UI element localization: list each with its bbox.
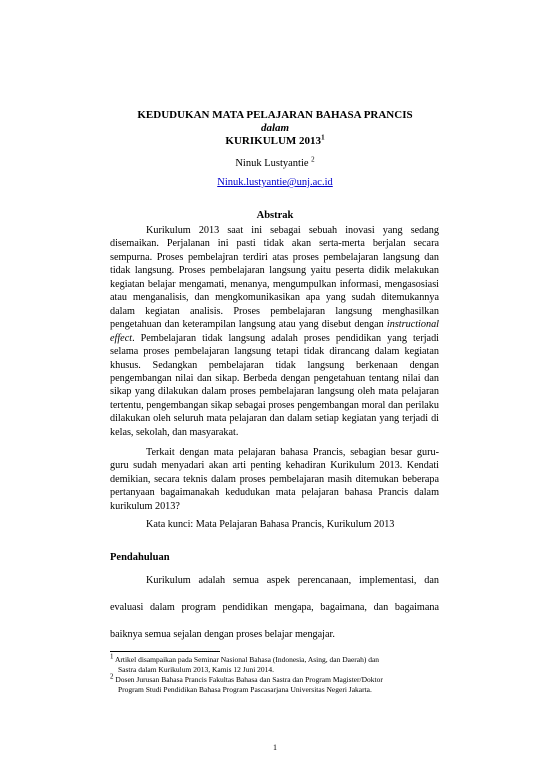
paper-title-connector: dalam: [260, 122, 290, 134]
section-heading: Pendahuluan: [110, 552, 170, 563]
paper-title: KEDUDUKAN MATA PELAJARAN BAHASA PRANCIS: [137, 109, 413, 121]
footnote-2-line-1: [110, 672, 450, 685]
intro-line-1: Kurikulum adalah semua aspek perencanaan, implementasi, dan: [146, 575, 439, 586]
footnote-ref-2: 2: [311, 155, 315, 164]
footnote-1-mark: 1: [110, 652, 114, 661]
footnote-1-line-1: [110, 652, 450, 665]
paper-title-curriculum: [0, 135, 550, 147]
abstract-paragraph-2: Terkait dengan mata pelajaran bahasa Prancis, sebagian besar guru-guru sudah menyadari akan arti penting kehadiran Kurikulum 2013. Kendati demikian, secara teknis dalam proses pembelajaran masih ditemukan beberapa pertanyaan bagaimanakah kedudukan mata pelajaran bahasa Prancis dalam kurikulum 2013?: [110, 447, 439, 512]
abstract-paragraph-1: [110, 224, 439, 439]
author-email-link[interactable]: Ninuk.lustyantie@unj.ac.id: [217, 177, 333, 188]
footnote-divider: [110, 651, 220, 652]
abstract-heading: Abstrak: [256, 210, 294, 221]
footnote-2-line-2: Program Studi Pendidikan Bahasa Program Pascasarjana Universitas Negeri Jakarta.: [118, 684, 372, 694]
paper-title-curriculum-text: KURIKULUM 2013: [225, 135, 322, 147]
footnote-1: [110, 652, 450, 674]
footnote-2-text-a: Dosen Jurusan Bahasa Prancis Fakultas Bahasa dan Sastra dan Program Magister/Doktor: [115, 675, 383, 684]
footnote-2: [110, 672, 450, 694]
abstract-p1-italic-term: instructional effect: [110, 319, 439, 344]
footnote-1-text-a: Artikel disampaikan pada Seminar Nasional Bahasa (Indonesia, Asing, dan Daerah) dan: [114, 655, 380, 664]
intro-line-3: baiknya semua sejalan dengan proses belajar mengajar.: [110, 629, 335, 640]
author-name: Ninuk Lustyantie: [235, 158, 309, 169]
footnote-ref-1: 1: [321, 133, 325, 142]
intro-line-2: evaluasi dalam program pendidikan mengapa, bagaimana, dan bagaimana: [110, 602, 439, 613]
keywords-line: Kata kunci: Mata Pelajaran Bahasa Prancis, Kurikulum 2013: [146, 519, 395, 530]
abstract-p1-text-b: . Pembelajaran tidak langsung adalah proses pendidikan yang terjadi selama proses pembelajaran langsung tetapi tidak dirancang dalam kegiatan khusus. Sedangkan pembelajaran tidak langsung berkenaan dengan pengembangan nilai dan sikap. Berbeda dengan pengetahuan tentang nilai dan sikap yang dilakukan dalam proses pembelajaran langsung oleh mata pelajaran tertentu, pengembangan sikap sebagai proses pengembangan moral dan perilaku dilakukan oleh seluruh mata pelajaran dan dalam setiap kegiatan yang terjadi di kelas, sekolah, dan masyarakat.: [110, 332, 439, 438]
footnote-2-mark: 2: [110, 672, 114, 681]
page-number: 1: [273, 743, 277, 752]
author-line: [0, 155, 550, 169]
footnote-1-line-2: Sastra dalam Kurikulum 2013, Kamis 12 Juni 2014.: [118, 664, 275, 674]
abstract-p1-text-a: Kurikulum 2013 saat ini sebagai sebuah inovasi yang sedang disemaikan. Perjalanan ini pasti tidak akan serta-merta berjalan secara sempurna. Proses pembelajran terdiri atas proses pembelajaran langsung dan tidak langsung. Proses pembelajaran langsung yaitu peserta didik melakukan kegiatan belajar mengamati, menanya, mengumpulkan informasi, mengasosiasi atau menganalisis, dan mengkomunikasikan apa yang sudah ditemukannya dalam kegiatan analisis. Proses pembelajaran langsung menghasilkan pengetahuan dan keterampilan langsung atau yang disebut dengan: [110, 225, 439, 331]
